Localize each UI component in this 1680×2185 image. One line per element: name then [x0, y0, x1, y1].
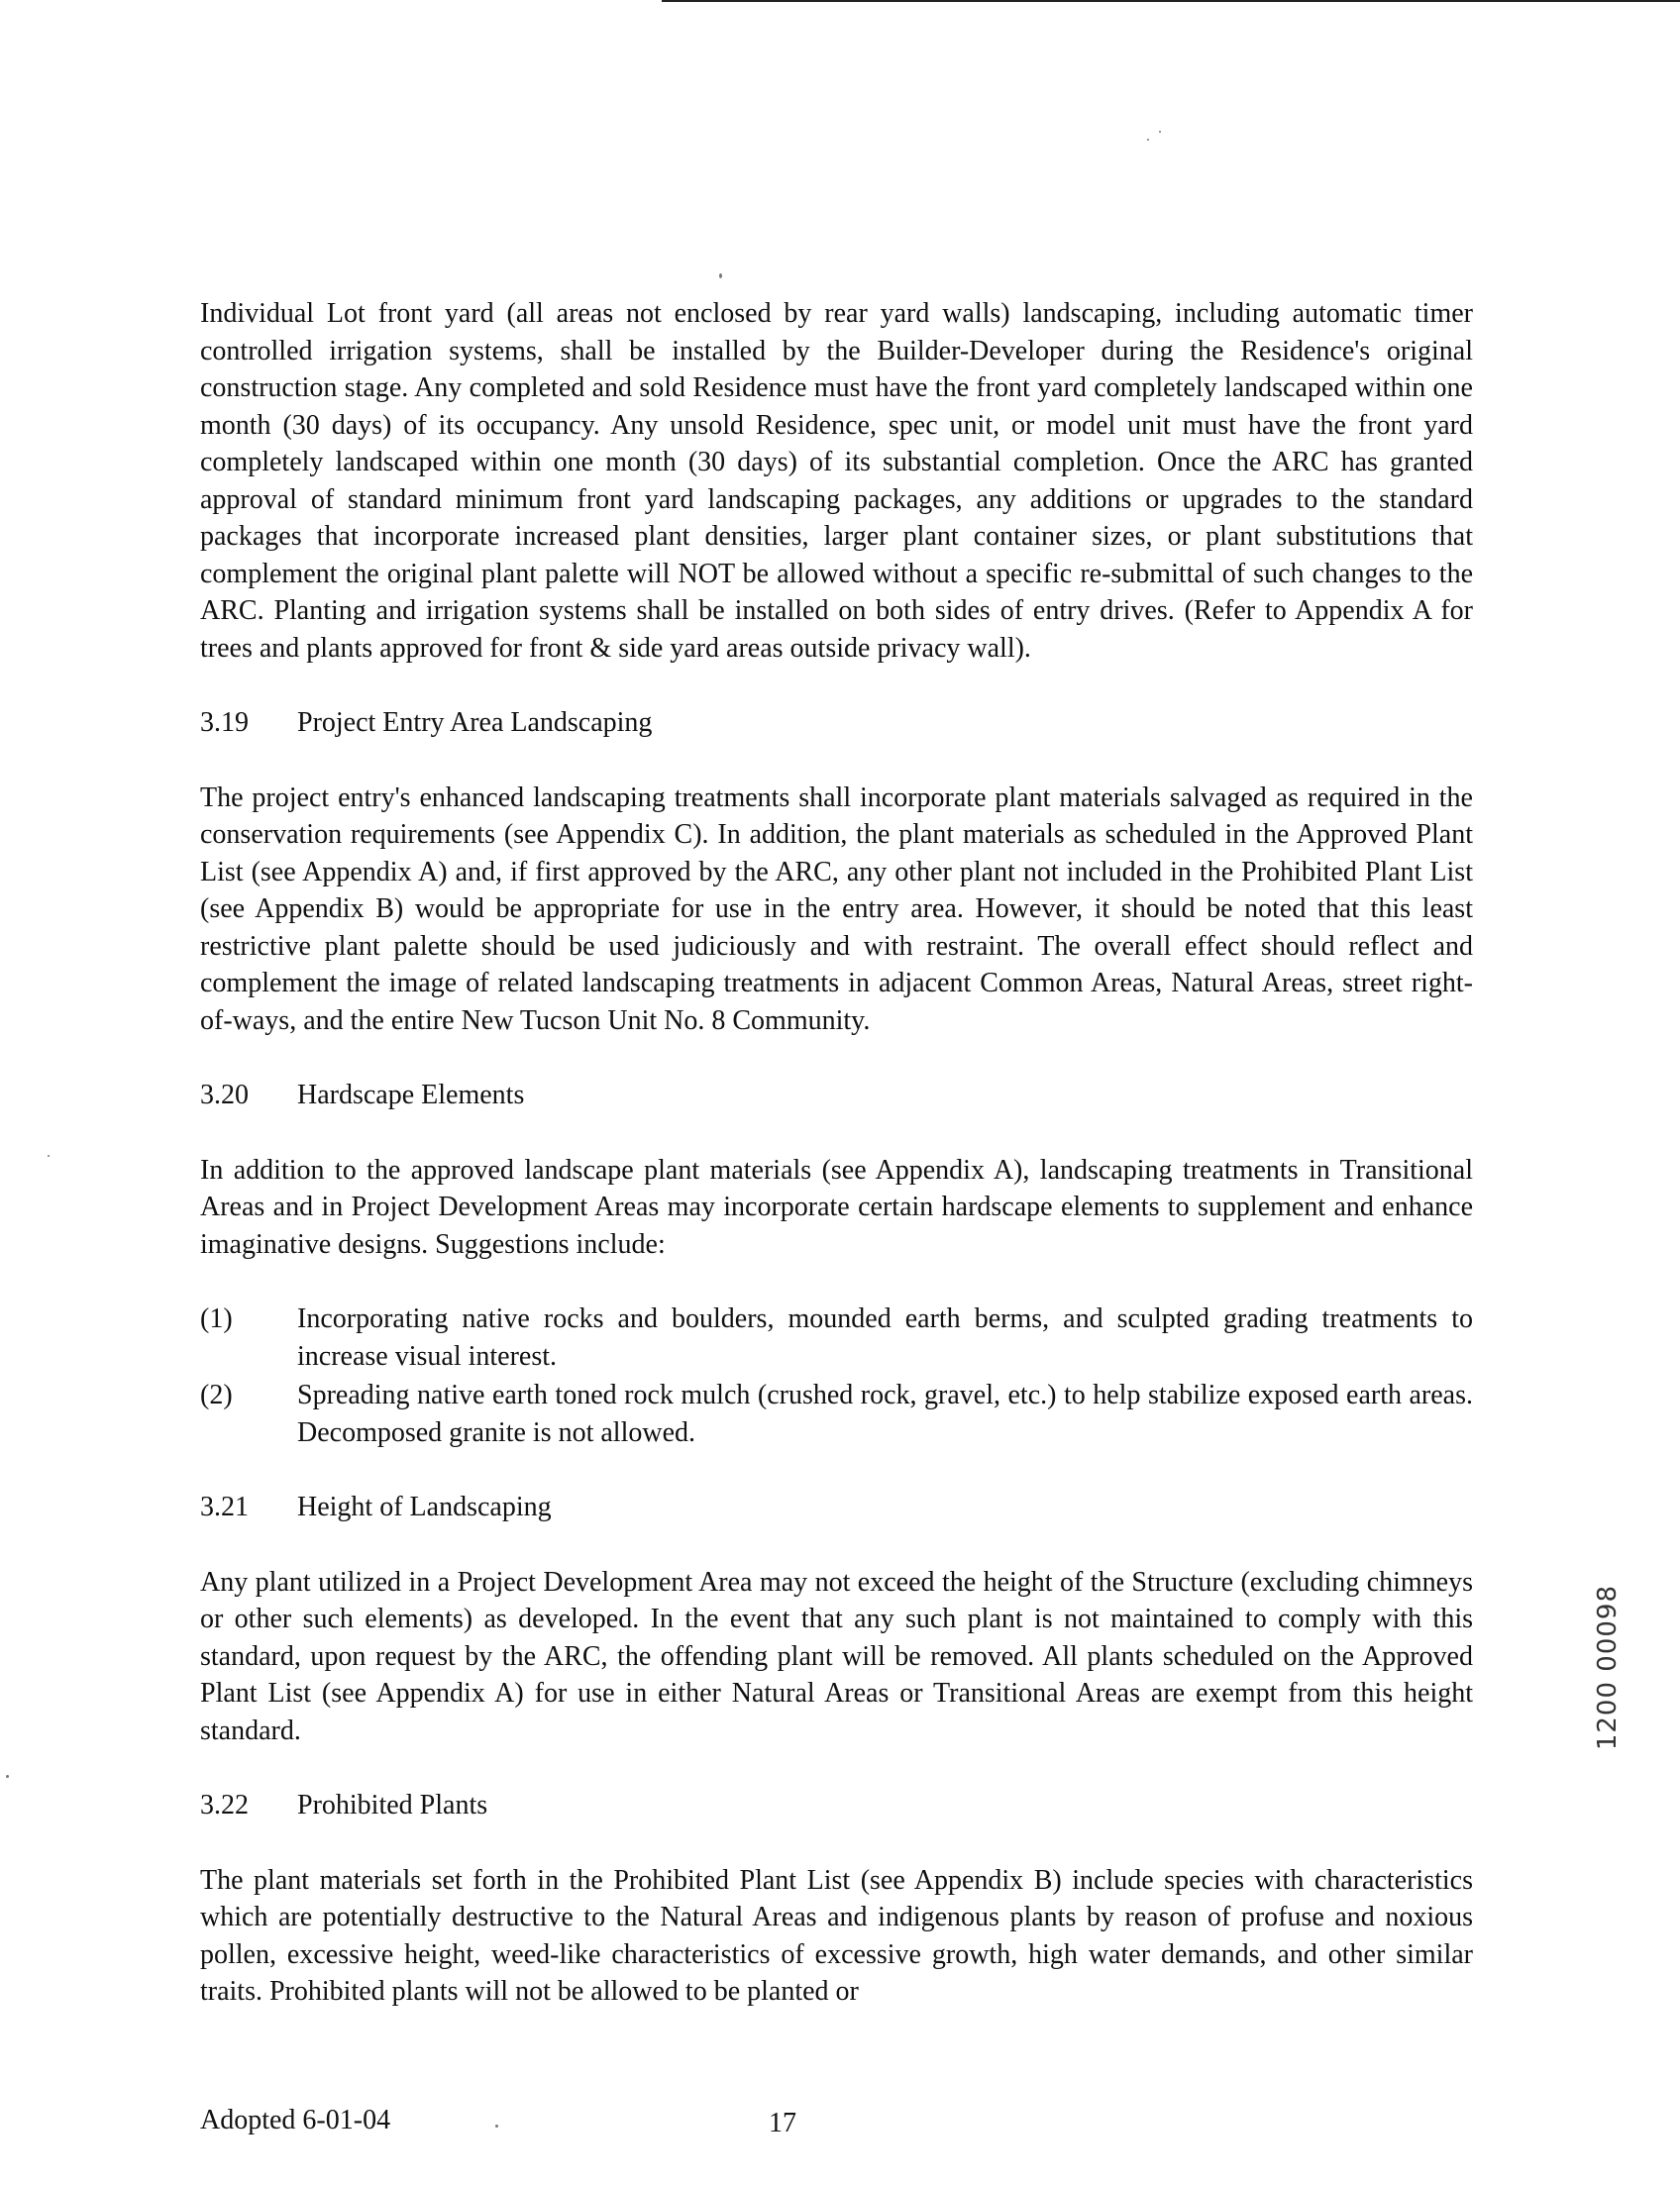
section-number: 3.21	[200, 1492, 249, 1522]
section-3-20	[200, 1077, 1473, 1451]
margin-stamp: 1200 00098	[1593, 1585, 1623, 1751]
intro-paragraph: Individual Lot front yard (all areas not enclosed by rear yard walls) landscaping, including automatic timer controlled irrigation systems, shall be installed by the Builder-Developer during the Residence's original construction stage. Any completed and sold Residence must have the front yard completely landscaped within one month (30 days) of its occupancy. Any unsold Residence, spec unit, or model unit must have the front yard completely landscaped within one month (30 days) of its substantial completion. Once the ARC has granted approval of standard minimum front yard landscaping packages, any additions or upgrades to the standard packages that incorporate increased plant densities, larger plant container sizes, or plant substitutions that complement the original plant palette will NOT be allowed without a specific re-submittal of such changes to the ARC. Planting and irrigation systems shall be installed on both sides of entry drives. (Refer to Appendix A for trees and plants approved for front & side yard areas outside privacy wall).	[200, 298, 1473, 664]
section-number: 3.19	[200, 707, 249, 738]
suggestions-list	[200, 1301, 1473, 1451]
section-body: In addition to the approved landscape plant materials (see Appendix A), landscaping treatments in Transitional Areas and in Project Development Areas may incorporate certain hardscape elements to supplement and enhance imaginative designs. Suggestions include:	[200, 1154, 1473, 1260]
section-heading	[200, 1489, 1473, 1526]
section-heading	[200, 1077, 1473, 1114]
top-rule	[662, 0, 1680, 2]
scan-speck	[1159, 131, 1161, 133]
scan-speck	[6, 1775, 9, 1778]
adopted-date: Adopted 6-01-04	[200, 2105, 391, 2135]
scan-speck	[495, 2125, 498, 2128]
section-number: 3.22	[200, 1790, 249, 1821]
section-title: Hardscape Elements	[297, 1080, 525, 1110]
list-text: Incorporating native rocks and boulders, mounded earth berms, and sculpted grading treatments to increase visual interest.	[297, 1303, 1473, 1372]
section-body: The project entry's enhanced landscaping treatments shall incorporate plant materials salvaged as required in the conservation requirements (see Appendix C). In addition, the plant materials as scheduled in the Approved Plant List (see Appendix A) and, if first approved by the ARC, any other plant not included in the Prohibited Plant List (see Appendix B) would be appropriate for use in the entry area. However, it should be noted that this least restrictive plant palette should be used judiciously and with restraint. The overall effect should reflect and complement the image of related landscaping treatments in adjacent Common Areas, Natural Areas, street right-of-ways, and the entire New Tucson Unit No. 8 Community.	[200, 781, 1473, 1036]
section-title: Project Entry Area Landscaping	[297, 707, 653, 738]
section-3-19	[200, 704, 1473, 1039]
scan-speck	[1147, 139, 1149, 141]
section-body: Any plant utilized in a Project Development Area may not exceed the height of the Structure (excluding chimneys or other such elements) as developed. In the event that any such plant is not maintained to comply with this standard, upon request by the ARC, the offending plant will be removed. All plants scheduled on the Approved Plant List (see Appendix A) for use in either Natural Areas or Transitional Areas are exempt from this height standard.	[200, 1566, 1473, 1746]
section-heading	[200, 704, 1473, 742]
list-item	[200, 1377, 1473, 1451]
page-number: 17	[769, 2108, 796, 2138]
section-body: The plant materials set forth in the Prohibited Plant List (see Appendix B) include species with characteristics which are potentially destructive to the Natural Areas and indigenous plants by reason of profuse and noxious pollen, excessive height, weed-like characteristics of excessive growth, high water demands, and other similar traits. Prohibited plants will not be allowed to be planted or	[200, 1864, 1473, 2007]
section-3-21	[200, 1489, 1473, 1749]
scan-speck	[48, 1155, 50, 1157]
scan-speck	[719, 273, 722, 278]
section-title: Prohibited Plants	[297, 1790, 488, 1821]
list-text: Spreading native earth toned rock mulch (crushed rock, gravel, etc.) to help stabilize exposed earth areas. Decomposed granite is not allowed.	[297, 1380, 1473, 1448]
section-number: 3.20	[200, 1080, 249, 1110]
list-marker: (2)	[200, 1380, 233, 1410]
section-3-22	[200, 1787, 1473, 2011]
list-item	[200, 1301, 1473, 1375]
section-title: Height of Landscaping	[297, 1492, 552, 1522]
list-marker: (1)	[200, 1303, 233, 1334]
document-page	[200, 295, 1473, 2011]
section-heading	[200, 1787, 1473, 1824]
